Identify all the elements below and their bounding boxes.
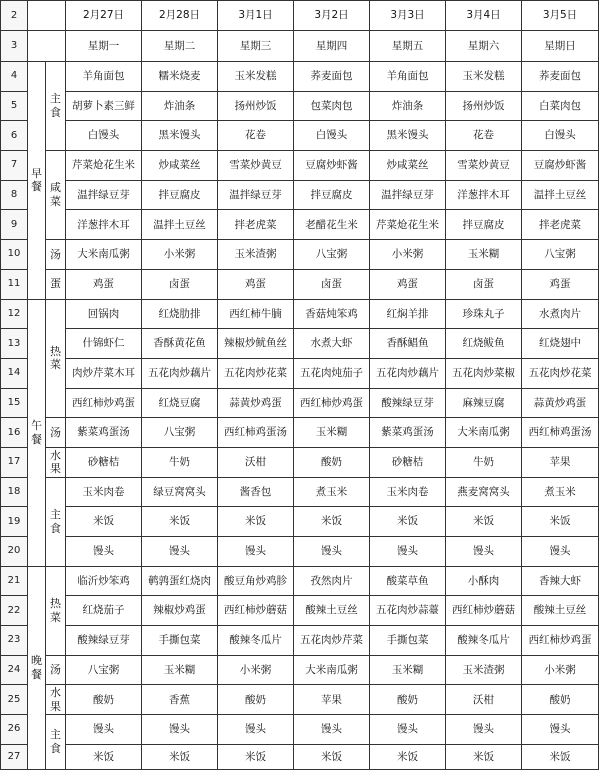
menu-cell: 临沂炒笨鸡 [66,566,142,596]
menu-cell: 拌豆腐皮 [294,180,370,210]
menu-cell: 孜然肉片 [294,566,370,596]
menu-cell: 玉米渣粥 [218,240,294,270]
menu-cell: 酸奶 [294,447,370,477]
menu-row [1,566,599,596]
menu-cell: 酸菜草鱼 [370,566,446,596]
menu-cell: 八宝粥 [294,240,370,270]
category-label-staple [46,477,66,566]
menu-cell: 辣椒炒鸡蛋 [142,596,218,626]
menu-cell: 酸奶 [522,685,599,715]
menu-cell: 米饭 [66,744,142,769]
menu-cell: 豆腐炒虾酱 [522,151,599,181]
category-label-soup [46,418,66,448]
menu-cell: 西红柿鸡蛋汤 [218,418,294,448]
menu-cell: 玉米糊 [446,240,522,270]
menu-cell: 温拌土豆丝 [522,180,599,210]
menu-cell: 馒头 [218,715,294,745]
menu-cell: 红烧茄子 [66,596,142,626]
row-number: 20 [1,537,28,567]
menu-cell: 八宝粥 [522,240,599,270]
menu-cell: 米饭 [370,744,446,769]
category-label-fruit [46,447,66,477]
row-number: 24 [1,655,28,685]
meal-label-text: 晚餐 [31,654,42,681]
menu-row [1,358,599,388]
meal-label-breakfast [28,62,46,300]
menu-cell: 白菜肉包 [522,91,599,121]
menu-cell: 雪菜炒黄豆 [446,151,522,181]
menu-cell: 八宝粥 [142,418,218,448]
menu-row [1,329,599,359]
menu-cell: 大米南瓜粥 [446,418,522,448]
category-label-text: 汤 [50,247,61,261]
date-header: 3月3日 [370,1,446,31]
menu-cell: 炸油条 [142,91,218,121]
menu-row [1,151,599,181]
corner-cell [28,31,66,62]
menu-cell: 五花肉炖茄子 [294,358,370,388]
menu-cell: 沃柑 [446,685,522,715]
menu-cell: 紫菜鸡蛋汤 [370,418,446,448]
menu-row [1,91,599,121]
menu-cell: 燕麦窝窝头 [446,477,522,507]
category-label-pickles [46,151,66,240]
weekday-header: 星期五 [370,31,446,62]
corner-cell [28,1,66,31]
menu-cell: 拌老虎菜 [218,210,294,240]
menu-cell: 小米粥 [218,655,294,685]
menu-cell: 炸油条 [370,91,446,121]
menu-cell: 馒头 [370,537,446,567]
menu-cell: 香酥鲳鱼 [370,329,446,359]
menu-row [1,240,599,270]
menu-cell: 米饭 [218,744,294,769]
row-number: 4 [1,62,28,92]
menu-cell: 温拌绿豆芽 [218,180,294,210]
menu-cell: 西红柿炒鸡蛋 [522,626,599,656]
menu-cell: 红烧翅中 [522,329,599,359]
menu-cell: 苹果 [522,447,599,477]
menu-cell: 拌豆腐皮 [446,210,522,240]
menu-row [1,596,599,626]
menu-cell: 香菇炖笨鸡 [294,299,370,329]
menu-cell: 绿豆窝窝头 [142,477,218,507]
category-label-fruit [46,685,66,715]
menu-cell: 糯米烧麦 [142,62,218,92]
menu-cell: 酸辣绿豆芽 [370,388,446,418]
menu-cell: 雪菜炒黄豆 [218,151,294,181]
menu-cell: 羊角面包 [66,62,142,92]
row-number: 25 [1,685,28,715]
menu-cell: 砂糖桔 [370,447,446,477]
menu-cell: 蒜黄炒鸡蛋 [218,388,294,418]
menu-cell: 八宝粥 [66,655,142,685]
menu-cell: 米饭 [66,507,142,537]
category-label-text: 水果 [50,686,61,713]
category-label-hot_dish [46,299,66,418]
menu-cell: 西红柿炒鸡蛋 [66,388,142,418]
menu-row [1,507,599,537]
menu-cell: 玉米糊 [142,655,218,685]
menu-cell: 馒头 [142,715,218,745]
menu-cell: 小米粥 [142,240,218,270]
row-number: 7 [1,151,28,181]
menu-cell: 酸辣冬瓜片 [446,626,522,656]
menu-cell: 馒头 [294,715,370,745]
menu-cell: 五花肉炒蒜薹 [370,596,446,626]
menu-row [1,180,599,210]
meal-label-text: 早餐 [31,166,42,194]
menu-cell: 炒咸菜丝 [142,151,218,181]
menu-cell: 羊角面包 [370,62,446,92]
menu-cell: 白馒头 [522,121,599,151]
menu-cell: 五花肉炒花菜 [218,358,294,388]
menu-row [1,388,599,418]
menu-cell: 西红柿牛腩 [218,299,294,329]
menu-cell: 温拌土豆丝 [142,210,218,240]
menu-cell: 鸡蛋 [370,269,446,299]
menu-cell: 红烧豆腐 [142,388,218,418]
menu-cell: 鸡蛋 [522,269,599,299]
menu-cell: 牛奶 [446,447,522,477]
menu-cell: 鸡蛋 [66,269,142,299]
menu-cell: 蒜黄炒鸡蛋 [522,388,599,418]
menu-cell: 米饭 [370,507,446,537]
row-number: 27 [1,744,28,769]
menu-cell: 馒头 [66,537,142,567]
category-label-staple [46,62,66,151]
menu-cell: 米饭 [142,507,218,537]
menu-cell: 米饭 [294,744,370,769]
category-label-text: 咸菜 [50,181,61,209]
menu-cell: 牛奶 [142,447,218,477]
category-label-text: 主食 [50,728,61,755]
menu-cell: 包菜肉包 [294,91,370,121]
menu-cell: 胡萝卜素三鲜 [66,91,142,121]
menu-cell: 五花肉炒芹菜 [294,626,370,656]
meal-label-text: 午餐 [31,418,42,446]
menu-cell: 炒咸菜丝 [370,151,446,181]
menu-row [1,655,599,685]
category-label-text: 主食 [50,507,61,535]
menu-row [1,537,599,567]
category-label-text: 热菜 [50,344,61,372]
category-label-text: 水果 [50,448,61,476]
menu-cell: 拌豆腐皮 [142,180,218,210]
menu-cell: 玉米糊 [370,655,446,685]
row-number: 6 [1,121,28,151]
menu-cell: 洋葱拌木耳 [446,180,522,210]
date-header: 2月28日 [142,1,218,31]
menu-cell: 扬州炒饭 [446,91,522,121]
menu-cell: 馒头 [294,537,370,567]
category-label-soup [46,655,66,685]
menu-cell: 米饭 [294,507,370,537]
row-number: 10 [1,240,28,270]
row-number: 3 [1,31,28,62]
menu-cell: 大米南瓜粥 [66,240,142,270]
menu-cell: 馒头 [446,537,522,567]
menu-row [1,477,599,507]
row-number: 13 [1,329,28,359]
menu-cell: 砂糖桔 [66,447,142,477]
weekday-header: 星期六 [446,31,522,62]
menu-cell: 西红柿炒鸡蛋 [294,388,370,418]
row-number: 23 [1,626,28,656]
row-number: 11 [1,269,28,299]
menu-cell: 手撕包菜 [370,626,446,656]
menu-cell: 玉米糊 [294,418,370,448]
row-number: 2 [1,1,28,31]
menu-cell: 鹌鹑蛋红烧肉 [142,566,218,596]
menu-cell: 芹菜炝花生米 [66,151,142,181]
menu-cell: 手撕包菜 [142,626,218,656]
menu-cell: 酸奶 [370,685,446,715]
menu-cell: 米饭 [142,744,218,769]
menu-cell: 黑米馒头 [370,121,446,151]
menu-cell: 红焖羊排 [370,299,446,329]
category-label-text: 汤 [50,425,61,439]
date-header: 2月27日 [66,1,142,31]
menu-row [1,210,599,240]
row-number: 12 [1,299,28,329]
menu-cell: 花卷 [446,121,522,151]
menu-cell: 馒头 [142,537,218,567]
menu-cell: 苹果 [294,685,370,715]
menu-cell: 酸辣土豆丝 [294,596,370,626]
menu-cell: 西红柿鸡蛋汤 [522,418,599,448]
row-number: 26 [1,715,28,745]
menu-cell: 酸豆角炒鸡胗 [218,566,294,596]
menu-row [1,685,599,715]
menu-cell: 西红柿炒蘑菇 [446,596,522,626]
menu-cell: 酸奶 [66,685,142,715]
category-label-staple [46,715,66,770]
menu-row [1,62,599,92]
row-number: 18 [1,477,28,507]
weekday-header: 星期日 [522,31,599,62]
weekday-header: 星期四 [294,31,370,62]
menu-row [1,447,599,477]
row-number: 15 [1,388,28,418]
menu-cell: 白馒头 [66,121,142,151]
category-label-text: 汤 [50,663,61,677]
menu-cell: 米饭 [522,744,599,769]
weekday-header: 星期一 [66,31,142,62]
menu-cell: 肉炒芹菜木耳 [66,358,142,388]
category-label-text: 热菜 [50,596,61,624]
menu-cell: 米饭 [522,507,599,537]
menu-cell: 酱香包 [218,477,294,507]
menu-cell: 玉米肉卷 [66,477,142,507]
menu-cell: 五花肉炒藕片 [370,358,446,388]
category-label-hot_dish [46,566,66,655]
menu-cell: 卤蛋 [142,269,218,299]
menu-row [1,269,599,299]
menu-cell: 花卷 [218,121,294,151]
menu-cell: 酸辣绿豆芽 [66,626,142,656]
row-number: 17 [1,447,28,477]
menu-cell: 煮玉米 [294,477,370,507]
date-header: 3月2日 [294,1,370,31]
menu-cell: 馒头 [370,715,446,745]
category-label-text: 主食 [50,92,61,120]
menu-cell: 洋葱拌木耳 [66,210,142,240]
menu-cell: 芹菜炝花生米 [370,210,446,240]
menu-cell: 大米南瓜粥 [294,655,370,685]
menu-cell: 香辣大虾 [522,566,599,596]
category-label-soup [46,240,66,270]
menu-cell: 馒头 [218,537,294,567]
menu-cell: 卤蛋 [446,269,522,299]
row-number: 19 [1,507,28,537]
menu-cell: 麻辣豆腐 [446,388,522,418]
menu-cell: 西红柿炒蘑菇 [218,596,294,626]
menu-cell: 水煮肉片 [522,299,599,329]
menu-row [1,744,599,769]
meal-label-dinner [28,566,46,769]
menu-row [1,299,599,329]
row-number: 8 [1,180,28,210]
menu-cell: 煮玉米 [522,477,599,507]
menu-cell: 酸辣冬瓜片 [218,626,294,656]
row-number: 22 [1,596,28,626]
menu-cell: 珍珠丸子 [446,299,522,329]
menu-cell: 小酥肉 [446,566,522,596]
menu-cell: 温拌绿豆芽 [370,180,446,210]
row-number: 14 [1,358,28,388]
menu-cell: 小米粥 [522,655,599,685]
menu-cell: 回锅肉 [66,299,142,329]
menu-cell: 馒头 [522,537,599,567]
row-number: 16 [1,418,28,448]
menu-cell: 香蕉 [142,685,218,715]
menu-cell: 小米粥 [370,240,446,270]
date-header: 3月4日 [446,1,522,31]
menu-cell: 馒头 [522,715,599,745]
menu-row [1,121,599,151]
row-number: 9 [1,210,28,240]
category-label-egg [46,269,66,299]
menu-cell: 米饭 [446,507,522,537]
menu-row [1,418,599,448]
menu-cell: 红烧肋排 [142,299,218,329]
weekday-row [1,31,599,62]
menu-cell: 米饭 [218,507,294,537]
menu-row [1,715,599,745]
menu-cell: 五花肉炒藕片 [142,358,218,388]
menu-cell: 米饭 [446,744,522,769]
date-header: 3月1日 [218,1,294,31]
menu-cell: 荞麦面包 [294,62,370,92]
menu-cell: 拌老虎菜 [522,210,599,240]
menu-cell: 玉米渣粥 [446,655,522,685]
category-label-text: 蛋 [50,277,61,291]
menu-cell: 温拌绿豆芽 [66,180,142,210]
menu-cell: 玉米发糕 [446,62,522,92]
menu-cell: 五花肉炒花菜 [522,358,599,388]
menu-cell: 紫菜鸡蛋汤 [66,418,142,448]
menu-cell: 香酥黄花鱼 [142,329,218,359]
menu-cell: 酸奶 [218,685,294,715]
meal-label-lunch [28,299,46,566]
menu-cell: 玉米发糕 [218,62,294,92]
row-number: 5 [1,91,28,121]
row-number: 21 [1,566,28,596]
menu-cell: 辣椒炒鱿鱼丝 [218,329,294,359]
menu-cell: 红烧鲅鱼 [446,329,522,359]
menu-cell: 白馒头 [294,121,370,151]
menu-cell: 水煮大虾 [294,329,370,359]
date-header: 3月5日 [522,1,599,31]
weekday-header: 星期二 [142,31,218,62]
menu-row [1,626,599,656]
menu-cell: 沃柑 [218,447,294,477]
menu-cell: 扬州炒饭 [218,91,294,121]
menu-cell: 馒头 [66,715,142,745]
menu-cell: 玉米肉卷 [370,477,446,507]
menu-cell: 老醋花生米 [294,210,370,240]
menu-cell: 卤蛋 [294,269,370,299]
menu-cell: 豆腐炒虾酱 [294,151,370,181]
menu-cell: 五花肉炒菜椒 [446,358,522,388]
date-row [1,1,599,31]
menu-cell: 酸辣土豆丝 [522,596,599,626]
menu-cell: 鸡蛋 [218,269,294,299]
menu-cell: 荞麦面包 [522,62,599,92]
menu-cell: 黑米馒头 [142,121,218,151]
weekday-header: 星期三 [218,31,294,62]
menu-cell: 什锦虾仁 [66,329,142,359]
menu-cell: 馒头 [446,715,522,745]
